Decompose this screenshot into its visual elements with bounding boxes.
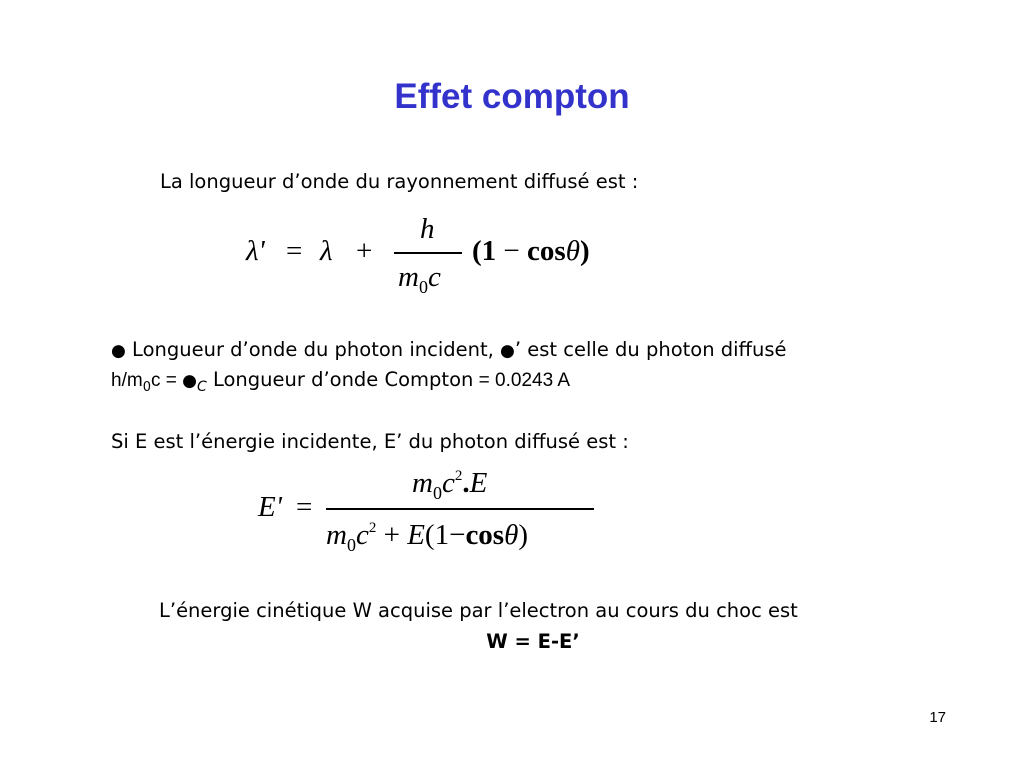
formula2-eq: = bbox=[296, 491, 313, 523]
formula2-den-theta: θ bbox=[504, 519, 519, 551]
formula2-den-m: m bbox=[326, 519, 347, 551]
energy-formula bbox=[258, 462, 618, 562]
formula1-fraction-bar bbox=[394, 252, 462, 254]
formula1-lambda: λ bbox=[320, 235, 333, 267]
hm-text: h/m bbox=[111, 370, 143, 391]
compton-value: = 0.0243 A bbox=[473, 370, 571, 391]
formula1-open: (1 bbox=[472, 235, 497, 267]
page-number: 17 bbox=[929, 709, 946, 726]
formula1-den-sub: 0 bbox=[418, 277, 428, 297]
formula1-eq: = bbox=[286, 235, 303, 267]
formula2-den-cos: cos bbox=[465, 519, 505, 551]
formula2-den-sup: 2 bbox=[368, 520, 377, 536]
lambda-prime-bullet-icon: ● bbox=[500, 341, 515, 361]
formula2-den-minus: − bbox=[449, 519, 466, 551]
energy-intro-text: Si E est l’énergie incidente, E’ du photon diffusé est : bbox=[111, 430, 629, 453]
formula2-den-c: c bbox=[355, 519, 369, 551]
formula2-num-m: m bbox=[412, 467, 433, 499]
intro-text: La longueur d’onde du rayonnement diffusé est : bbox=[160, 170, 639, 193]
formula1-den-m: m bbox=[398, 261, 419, 293]
formula2-lhs: E' bbox=[258, 491, 282, 523]
lambda-c-sub: C bbox=[196, 379, 207, 395]
compton-wavelength-line bbox=[111, 368, 570, 395]
lambda-c-bullet-icon: ● bbox=[182, 371, 197, 391]
formula2-den-E: E bbox=[407, 519, 425, 551]
formula2-num-E: E bbox=[469, 467, 488, 499]
c-eq-text: c = bbox=[150, 370, 183, 391]
incident-photon-line bbox=[111, 338, 787, 363]
hm-sub: 0 bbox=[142, 380, 151, 395]
lambda-bullet-icon: ● bbox=[111, 341, 126, 361]
scattered-text: ’ est celle du photon diffusé bbox=[514, 338, 787, 361]
formula2-den-plus: + bbox=[383, 519, 400, 551]
formula2-den-close: ) bbox=[518, 519, 529, 551]
formula1-theta: θ bbox=[565, 235, 580, 267]
formula1-minus: − bbox=[503, 235, 520, 267]
formula1-close: ) bbox=[579, 235, 590, 267]
formula2-fraction-bar bbox=[326, 508, 594, 510]
incident-text: Longueur d’onde du photon incident, bbox=[125, 338, 501, 361]
formula2-num-dot: . bbox=[462, 467, 470, 499]
formula1-lhs: λ' bbox=[246, 235, 265, 267]
formula1-cos: cos bbox=[527, 235, 566, 267]
formula2-num-sub: 0 bbox=[432, 483, 442, 503]
formula2-num-c: c bbox=[441, 467, 455, 499]
compton-formula bbox=[246, 212, 666, 304]
slide-title: Effet compton bbox=[394, 77, 630, 116]
formula2-num-sup: 2 bbox=[454, 468, 463, 484]
kinetic-energy-formula: W = E-E’ bbox=[486, 630, 580, 653]
compton-label: Longueur d’onde Compton bbox=[206, 368, 474, 391]
formula1-plus: + bbox=[356, 235, 373, 267]
formula1-numerator: h bbox=[420, 213, 435, 245]
formula2-den-sub: 0 bbox=[346, 535, 356, 555]
formula2-den-open: (1 bbox=[424, 519, 450, 551]
kinetic-energy-text: L’énergie cinétique W acquise par l’electron au cours du choc est bbox=[159, 599, 798, 622]
formula1-den-c: c bbox=[427, 261, 441, 293]
